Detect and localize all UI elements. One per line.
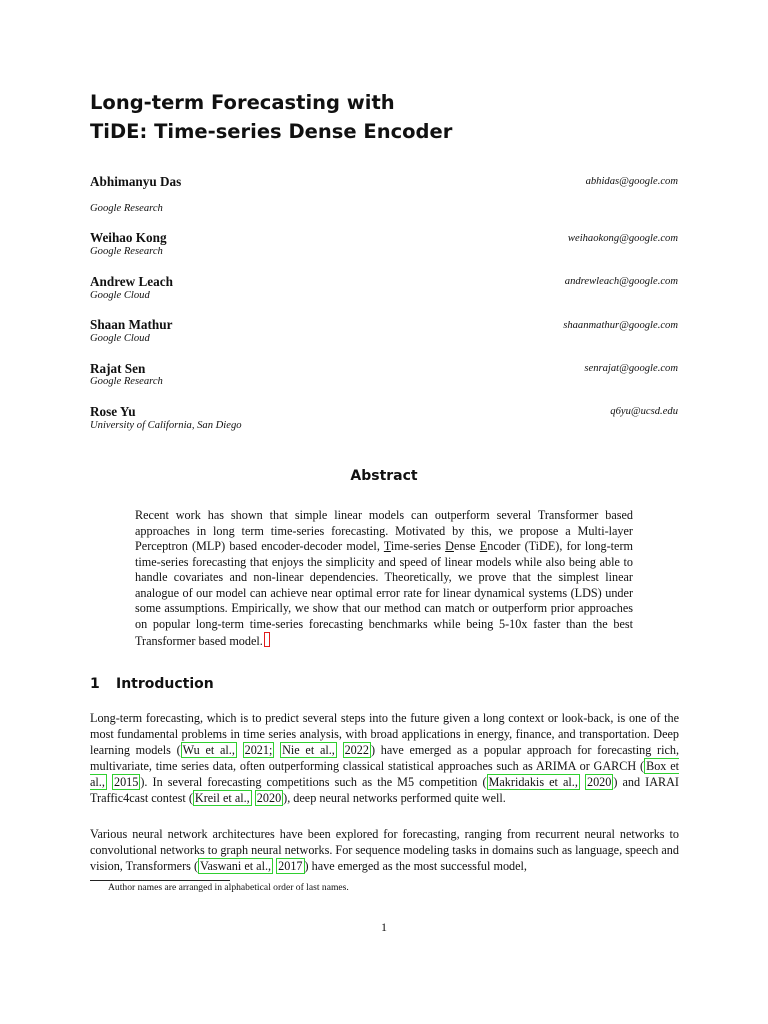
author-affiliation: Google Research: [90, 246, 163, 257]
abstract-underline-letter: E: [479, 539, 488, 553]
abstract-text: Recent work has shown that simple linear models can outperform several Transformer based approaches in long term time-series forecasting. Motivated by this, we propose a Multi-layer Perceptron (MLP) based encoder-decoder model,: [135, 508, 633, 553]
page-number: 1: [381, 920, 387, 934]
paragraph-text: Various neural network architectures have been explored for forecasting, ranging from recurrent neural networks to convolutional networks to graph neural networks. For sequence modeling tasks in domains such as language, speech and vision, Transformers (: [90, 827, 679, 873]
citation-link[interactable]: Makridakis et al.,: [488, 775, 578, 789]
author-name: Shaan Mathur: [90, 317, 173, 332]
section-heading: [90, 676, 214, 692]
abstract-body: [135, 508, 633, 650]
author-email[interactable]: abhidas@google.com: [585, 176, 678, 187]
author-email[interactable]: weihaokong@google.com: [567, 233, 678, 244]
footnote-text: Author names are arranged in alphabetical order of last names.: [108, 882, 349, 893]
abstract-text: ense: [453, 539, 480, 553]
author-email[interactable]: q6yu@ucsd.edu: [610, 406, 678, 417]
citation-link[interactable]: Box et al.,: [90, 759, 679, 789]
paragraph-text: ) and IARAI Traffic4cast contest (: [90, 775, 679, 805]
paper-title: [90, 88, 650, 146]
citation-link[interactable]: 2022: [344, 743, 369, 757]
abstract-text: ime-series: [390, 539, 446, 553]
author-name: Andrew Leach: [90, 274, 173, 289]
author-name: Abhimanyu Das: [90, 174, 182, 189]
body-paragraph: [90, 826, 679, 874]
abstract-underline-letter: D: [445, 539, 454, 553]
abstract-heading: Abstract: [350, 468, 418, 484]
author-affiliation: Google Research: [90, 376, 163, 387]
title-line-2: TiDE: Time-series Dense Encoder: [90, 120, 453, 143]
section-number: 1: [90, 676, 100, 692]
author-name: Weihao Kong: [90, 230, 167, 245]
citation-link[interactable]: Kreil et al.,: [194, 791, 250, 805]
paragraph-text: ) have emerged as a popular approach for forecasting rich, multivariate, time series data, often outperforming classical statistical approaches such as ARIMA or GARCH (: [90, 743, 680, 773]
section-title: Introduction: [116, 676, 214, 692]
footnote-link[interactable]: [264, 632, 270, 647]
citation-link[interactable]: Nie et al.,: [282, 743, 335, 757]
citation-link[interactable]: Vaswani et al.,: [200, 859, 272, 873]
author-name: Rajat Sen: [90, 361, 146, 376]
citation-link[interactable]: 2017: [278, 859, 303, 873]
body-paragraph: [90, 710, 679, 806]
author-email[interactable]: andrewleach@google.com: [564, 276, 678, 287]
paragraph-text: ). In several forecasting competitions such as the M5 competition (: [140, 775, 487, 789]
title-line-1: Long-term Forecasting with: [90, 91, 395, 114]
citation-link[interactable]: 2015: [113, 775, 139, 789]
paragraph-text: Long-term forecasting, which is to predict several steps into the future given a long context or look-back, is one of the most fundamental problems in time series analysis, with broad applications in energy, finance, and transportation. Deep learning models (: [90, 711, 679, 757]
footnote-divider: [90, 880, 230, 881]
citation-link[interactable]: Wu et al.,: [182, 743, 235, 757]
author-name: Rose Yu: [90, 404, 136, 419]
author-affiliation: Google Research: [90, 203, 163, 214]
abstract-underline-letter: T: [383, 539, 391, 553]
paragraph-text: ), deep neural networks performed quite well.: [283, 791, 506, 805]
citation-link[interactable]: 2020: [256, 791, 282, 805]
abstract-text: ncoder (TiDE), for long-term time-series forecasting that enjoys the simplicity and speed of linear models while also being able to handle covariates and non-linear dependencies. Theoretically, we prove that the simplest linear analogue of our model can achieve near optimal error rate for linear dynamical systems (LDS) under some assumptions. Empirically, we show that our method can match or outperform prior approaches on popular long-term time-series forecasting benchmarks while being 5-10x faster than the best Transformer based model.: [135, 539, 633, 648]
citation-link[interactable]: 2020: [586, 775, 612, 789]
citation-link[interactable]: 2021;: [244, 743, 273, 757]
paragraph-text: ) have emerged as the most successful model,: [304, 859, 527, 873]
author-affiliation: Google Cloud: [90, 333, 150, 344]
author-affiliation: Google Cloud: [90, 290, 150, 301]
author-email[interactable]: shaanmathur@google.com: [563, 320, 678, 331]
author-affiliation: University of California, San Diego: [90, 420, 242, 431]
author-email[interactable]: senrajat@google.com: [584, 363, 678, 374]
